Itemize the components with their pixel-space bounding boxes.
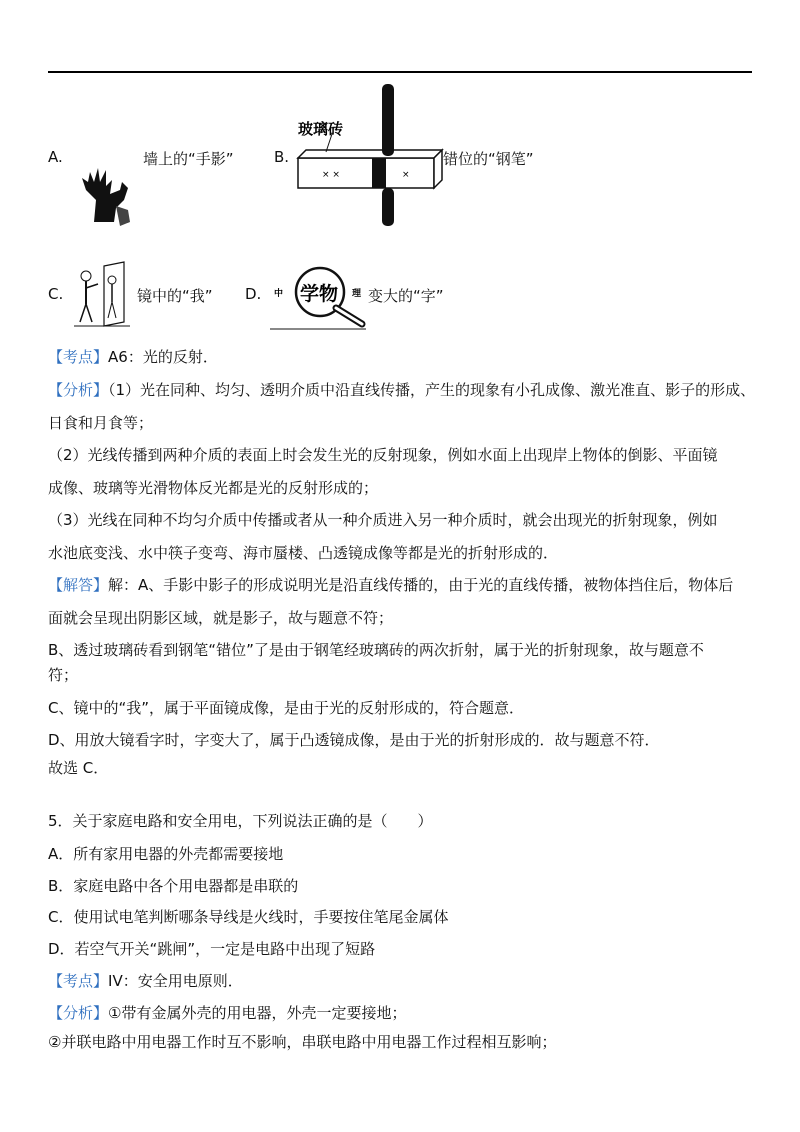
q4-jieda-line: 故选 C． (48, 759, 109, 777)
glass-brick-pen-image (292, 82, 442, 228)
q4-fenxi-line: 成像、玻璃等光滑物体反光都是光的反射形成的； (48, 479, 379, 497)
magnifier-image (270, 262, 370, 330)
option-d-label: D. (245, 285, 262, 303)
svg-text:×: × (402, 170, 410, 180)
q5-kaodian-text: IV：安全用电原则． (108, 972, 243, 990)
header-rule (48, 71, 752, 73)
svg-text:× ×: × × (322, 170, 340, 180)
q5-option-c: C．使用试电笔判断哪条导线是火线时，手要按住笔尾金属体 (48, 908, 449, 926)
q5-fenxi-line: ①带有金属外壳的用电器，外壳一定要接地； (108, 1004, 407, 1022)
magnifier-text-left: 中 (274, 289, 284, 299)
q5-option-a: A．所有家用电器的外壳都需要接地 (48, 845, 284, 863)
q4-fenxi-line: （2）光线传播到两种介质的表面上时会发生光的反射现象，例如水面上出现岸上物体的倒影、平面镜 (48, 446, 718, 464)
hand-shadow-image (76, 160, 136, 230)
q4-jieda-line: 面就会呈现出阴影区域，就是影子，故与题意不符； (48, 609, 394, 627)
option-c-text: 镜中的“我” (137, 287, 213, 305)
q4-jieda-line: B、透过玻璃砖看到钢笔“错位”了是由于钢笔经玻璃砖的两次折射，属于光的折射现象，故与题意不 (48, 641, 704, 659)
q4-kaodian-tag: 【考点】 (48, 348, 109, 366)
q4-fenxi (48, 379, 755, 400)
q5-option-d: D．若空气开关“跳闸”，一定是电路中出现了短路 (48, 940, 376, 958)
q5-kaodian (48, 970, 243, 991)
q4-kaodian (48, 346, 218, 367)
q5-fenxi-line: ②并联电路中用电器工作时互不影响，串联电路中用电器工作过程相互影响； (48, 1033, 557, 1051)
option-b-label: B. (274, 148, 290, 166)
q4-fenxi-line: 水池底变浅、水中筷子变弯、海市蜃楼、凸透镜成像等都是光的折射形成的． (48, 544, 559, 562)
q4-fenxi-line: 日食和月食等； (48, 414, 154, 432)
q4-jieda (48, 574, 733, 595)
option-b-text: 错位的“钢笔” (443, 150, 534, 168)
q4-jieda-line: D、用放大镜看字时，字变大了，属于凸透镜成像，是由于光的折射形成的．故与题意不符． (48, 731, 660, 749)
option-a-label: A. (48, 148, 63, 166)
q4-jieda-line: 解：A、手影中影子的形成说明光是沿直线传播的，由于光的直线传播，被物体挡住后，物体后 (108, 576, 734, 594)
q5-option-b: B．家庭电路中各个用电器都是串联的 (48, 877, 299, 895)
glass-brick-caption: 玻璃砖 (298, 120, 344, 138)
q4-jieda-tag: 【解答】 (48, 576, 109, 594)
option-c-label: C. (48, 285, 64, 303)
option-d-text: 变大的“字” (368, 287, 444, 305)
q5-stem: 5．关于家庭电路和安全用电，下列说法正确的是（ ） (48, 812, 433, 830)
q4-jieda-line: C、镜中的“我”，属于平面镜成像，是由于光的反射形成的，符合题意． (48, 699, 525, 717)
q4-fenxi-line: （3）光线在同种不均匀介质中传播或者从一种介质进入另一种介质时，就会出现光的折射现象，例如 (48, 511, 718, 529)
q4-kaodian-text: A6：光的反射． (108, 348, 218, 366)
mirror-image (74, 262, 132, 328)
q4-fenxi-tag: 【分析】 (48, 381, 109, 399)
magnifier-text-right: 理 (352, 289, 362, 299)
q5-fenxi (48, 1002, 406, 1023)
q4-jieda-line: 符； (48, 666, 79, 684)
magnifier-text-mid: 学物 (300, 283, 339, 305)
q5-kaodian-tag: 【考点】 (48, 972, 109, 990)
q4-fenxi-line: （1）光在同种、均匀、透明介质中沿直线传播，产生的现象有小孔成像、激光准直、影子的形成、 (108, 381, 756, 399)
q5-fenxi-tag: 【分析】 (48, 1004, 109, 1022)
option-a-text: 墙上的“手影” (143, 150, 234, 168)
